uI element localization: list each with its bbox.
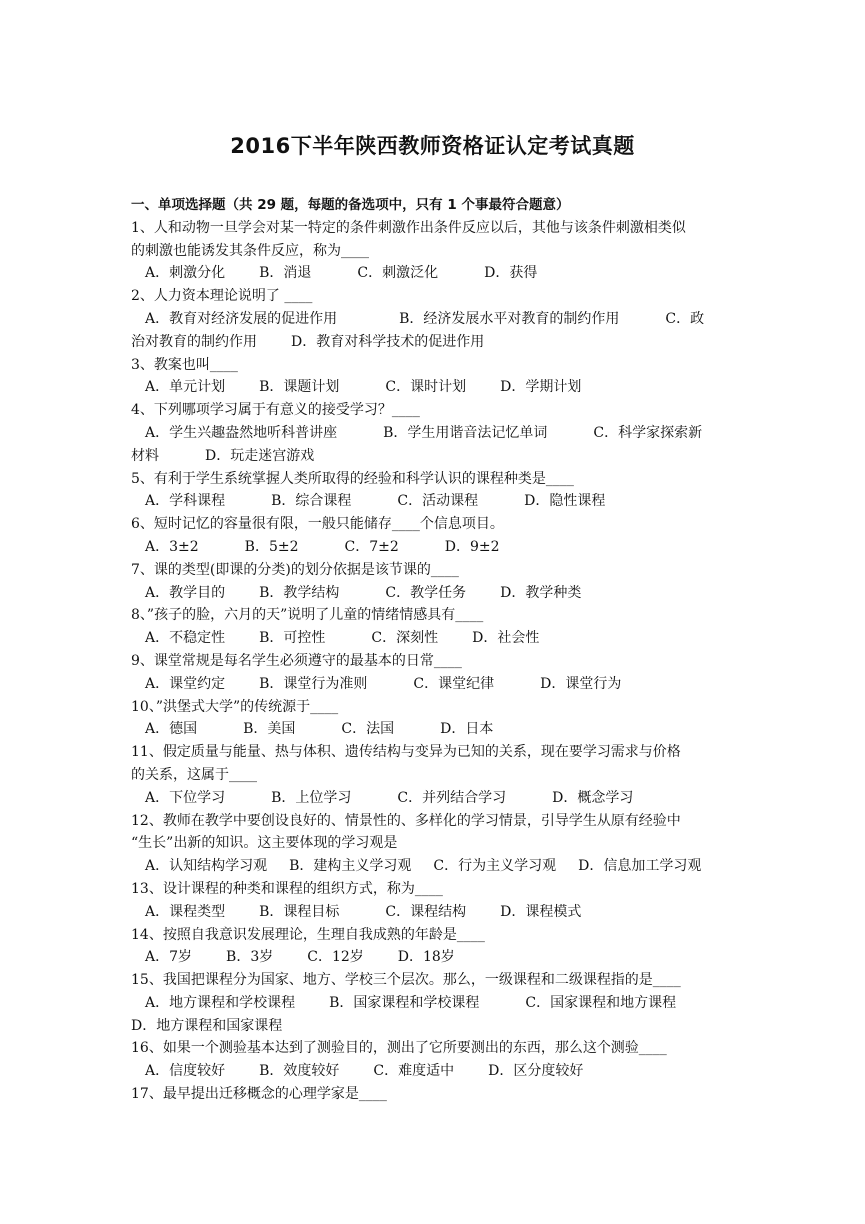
- options-row: [131, 855, 737, 878]
- option: D．信息加工学习观: [578, 858, 702, 875]
- option: D．课程模式: [500, 903, 582, 920]
- option: B．5±2: [244, 538, 299, 555]
- options-row: [131, 946, 737, 969]
- option: D．地方课程和国家课程: [131, 1017, 283, 1034]
- option: B．课程目标: [259, 903, 340, 920]
- options-row-continued: [131, 331, 737, 354]
- option: B．教学结构: [259, 584, 340, 601]
- question-stem-continued: 的关系，这属于____: [131, 766, 257, 783]
- option: A．7岁: [145, 949, 193, 966]
- question-stem: 8、”孩子的脸，六月的天”说明了儿童的情绪情感具有____: [131, 607, 484, 624]
- option: D．玩走迷宫游戏: [205, 447, 315, 464]
- option: A．下位学习: [145, 789, 226, 806]
- option: B．上位学习: [271, 789, 352, 806]
- option: C．课堂纪律: [413, 675, 495, 692]
- option: A．地方课程和学校课程: [145, 994, 296, 1011]
- option: A．德国: [145, 721, 198, 738]
- option: A．教育对经济发展的促进作用: [145, 310, 338, 327]
- option: D．区分度较好: [488, 1063, 584, 1080]
- option: D．课堂行为: [540, 675, 622, 692]
- option: B．效度较好: [259, 1063, 340, 1080]
- options-row: [131, 308, 737, 331]
- option: D．学期计划: [500, 379, 582, 396]
- option-continued: 治对教育的制约作用: [131, 333, 257, 350]
- option: A．教学目的: [145, 584, 226, 601]
- option: C．活动课程: [397, 493, 479, 510]
- options-row-continued: [131, 1015, 737, 1038]
- option: A．学生兴趣盎然地听科普讲座: [145, 424, 338, 441]
- option: A．课程类型: [145, 903, 226, 920]
- option: C．难度适中: [373, 1063, 455, 1080]
- question-stem: 2、人力资本理论说明了 ____: [131, 288, 313, 305]
- options-row: [131, 376, 737, 399]
- option: A．不稳定性: [145, 630, 226, 647]
- options-row: [131, 787, 737, 810]
- question-stem: 5、有利于学生系统掌握人类所取得的经验和科学认识的课程种类是____: [131, 470, 574, 487]
- options-row: [131, 422, 737, 445]
- option: D．概念学习: [552, 789, 634, 806]
- option: C．课程结构: [385, 903, 467, 920]
- question-stem: 14、按照自我意识发展理论，生理自我成熟的年龄是____: [131, 926, 485, 943]
- option: A．课堂约定: [145, 675, 226, 692]
- question-stem: 1、人和动物一旦学会对某一特定的条件刺激作出条件反应以后，其他与该条件刺激相类似: [131, 219, 686, 236]
- question-stem: 3、教案也叫____: [131, 356, 238, 373]
- question-stem: 13、设计课程的种类和课程的组织方式，称为____: [131, 880, 443, 897]
- option: A．信度较好: [145, 1063, 226, 1080]
- option: B．可控性: [259, 630, 326, 647]
- question-list: [131, 194, 737, 1106]
- options-row: [131, 627, 737, 650]
- option: C．并列结合学习: [397, 789, 507, 806]
- option: D．社会性: [472, 630, 540, 647]
- options-row: [131, 673, 737, 696]
- question-stem: 10、”洪堡式大学”的传统源于____: [131, 698, 339, 715]
- option: A．认知结构学习观: [145, 858, 268, 875]
- options-row: [131, 1060, 737, 1083]
- option: D．教育对科学技术的促进作用: [291, 333, 485, 350]
- question-stem: 15、我国把课程分为国家、地方、学校三个层次。那么，一级课程和二级课程指的是____: [131, 972, 681, 989]
- option: B．3岁: [226, 949, 274, 966]
- option: D．18岁: [397, 949, 455, 966]
- option: B．经济发展水平对教育的制约作用: [399, 310, 620, 327]
- option: A．学科课程: [145, 493, 226, 510]
- option: C．课时计划: [385, 379, 467, 396]
- options-row: [131, 718, 737, 741]
- option: B．综合课程: [271, 493, 352, 510]
- options-row: [131, 582, 737, 605]
- option: B．消退: [259, 265, 312, 282]
- option: C．法国: [341, 721, 395, 738]
- option: A．3±2: [145, 538, 199, 555]
- option: C．国家课程和地方课程: [525, 994, 677, 1011]
- document-title: 2016下半年陕西教师资格证认定考试真题: [230, 134, 635, 158]
- options-row: [131, 901, 737, 924]
- question-stem: 6、短时记忆的容量很有限，一般只能储存____个信息项目。: [131, 516, 504, 533]
- option: D．日本: [440, 721, 494, 738]
- question-stem: 7、课的类型(即课的分类)的划分依据是该节课的____: [131, 561, 459, 578]
- question-stem-continued: 的刺激也能诱发其条件反应，称为____: [131, 242, 369, 259]
- option: D．9±2: [444, 538, 500, 555]
- option: C．教学任务: [385, 584, 467, 601]
- option: D．教学种类: [500, 584, 582, 601]
- option: D．隐性课程: [524, 493, 606, 510]
- options-row: [131, 262, 737, 285]
- section-heading: 一、单项选择题（共 29 题，每题的备选项中，只有 1 个事最符合题意）: [131, 197, 570, 213]
- option: A．单元计划: [145, 379, 226, 396]
- option: B．美国: [243, 721, 296, 738]
- question-stem: 9、课堂常规是每名学生必须遵守的最基本的日常____: [131, 652, 462, 669]
- option: A．刺激分化: [145, 265, 226, 282]
- option: B．国家课程和学校课程: [329, 994, 480, 1011]
- options-row: [131, 992, 737, 1015]
- option: C．科学家探索新: [593, 424, 703, 441]
- option-continued: 材料: [131, 447, 159, 464]
- question-stem: 11、假定质量与能量、热与体积、遗传结构与变异为已知的关系，现在要学习需求与价格: [131, 744, 681, 761]
- options-row: [131, 536, 737, 559]
- option: C．行为主义学习观: [433, 858, 557, 875]
- option: C．刺激泛化: [357, 265, 439, 282]
- option: C．深刻性: [371, 630, 439, 647]
- option: C．7±2: [344, 538, 399, 555]
- option: B．课题计划: [259, 379, 340, 396]
- option: D．获得: [484, 265, 538, 282]
- option: B．建构主义学习观: [289, 858, 412, 875]
- question-stem: 17、最早提出迁移概念的心理学家是____: [131, 1086, 387, 1103]
- question-stem-continued: “生长”出新的知识。这主要体现的学习观是: [131, 835, 398, 852]
- question-stem: 12、教师在教学中要创设良好的、情景性的、多样化的学习情景，引导学生从原有经验中: [131, 812, 681, 829]
- options-row: [131, 490, 737, 513]
- option: B．课堂行为准则: [259, 675, 368, 692]
- options-row-continued: [131, 445, 737, 468]
- question-stem: 4、下列哪项学习属于有意义的接受学习？____: [131, 402, 420, 419]
- question-stem: 16、如果一个测验基本达到了测验目的，测出了它所要测出的东西，那么这个测验____: [131, 1040, 667, 1057]
- option: C．政: [665, 310, 705, 327]
- option: B．学生用谐音法记忆单词: [383, 424, 548, 441]
- option: C．12岁: [307, 949, 364, 966]
